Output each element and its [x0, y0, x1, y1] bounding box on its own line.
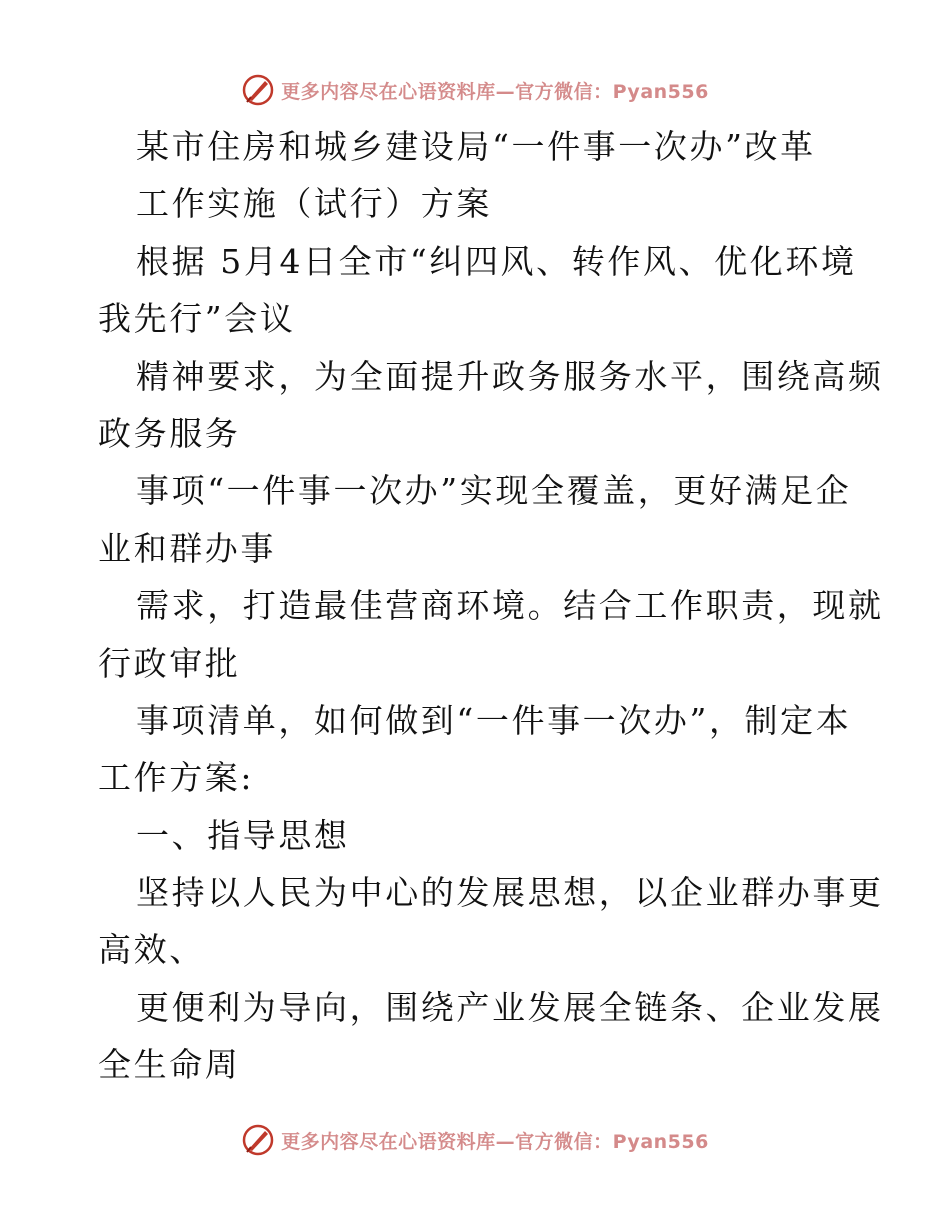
quill-logo-icon	[241, 73, 275, 107]
doc-line-10: 行政审批	[98, 643, 241, 683]
doc-line-2: 工作实施（试行）方案	[136, 184, 492, 224]
doc-line-3: 根据 5月4日全市“纠四风、转作风、优化环境	[136, 241, 857, 281]
doc-line-7: 事项“一件事一次办”实现全覆盖，更好满足企	[136, 471, 852, 511]
watermark-text: 更多内容尽在心语资料库—官方微信：Pyan556	[281, 1130, 709, 1153]
section-heading: 一、指导思想	[136, 815, 350, 855]
quill-logo-icon	[241, 1123, 275, 1157]
doc-line-4: 我先行”会议	[98, 299, 296, 339]
watermark-text: 更多内容尽在心语资料库—官方微信：Pyan556	[281, 80, 709, 103]
doc-line-17: 全生命周	[98, 1045, 241, 1085]
doc-line-16: 更便利为导向，围绕产业发展全链条、企业发展	[136, 987, 884, 1027]
doc-line-9: 需求，打造最佳营商环境。结合工作职责，现就	[136, 586, 884, 626]
doc-line-6: 政务服务	[98, 413, 241, 453]
doc-line-15: 高效、	[98, 930, 205, 970]
footer-watermark	[0, 1120, 950, 1160]
doc-line-14: 坚持以人民为中心的发展思想，以企业群办事更	[136, 873, 884, 913]
doc-line-12: 工作方案:	[98, 758, 255, 798]
doc-line-5: 精神要求，为全面提升政务服务水平，围绕高频	[136, 356, 884, 396]
doc-line-8: 业和群办事	[98, 528, 276, 568]
doc-line-11: 事项清单，如何做到“一件事一次办”，制定本	[136, 700, 852, 740]
header-watermark	[0, 70, 950, 110]
doc-line-1: 某市住房和城乡建设局“一件事一次办”改革	[136, 127, 816, 166]
document-body	[98, 118, 884, 1094]
